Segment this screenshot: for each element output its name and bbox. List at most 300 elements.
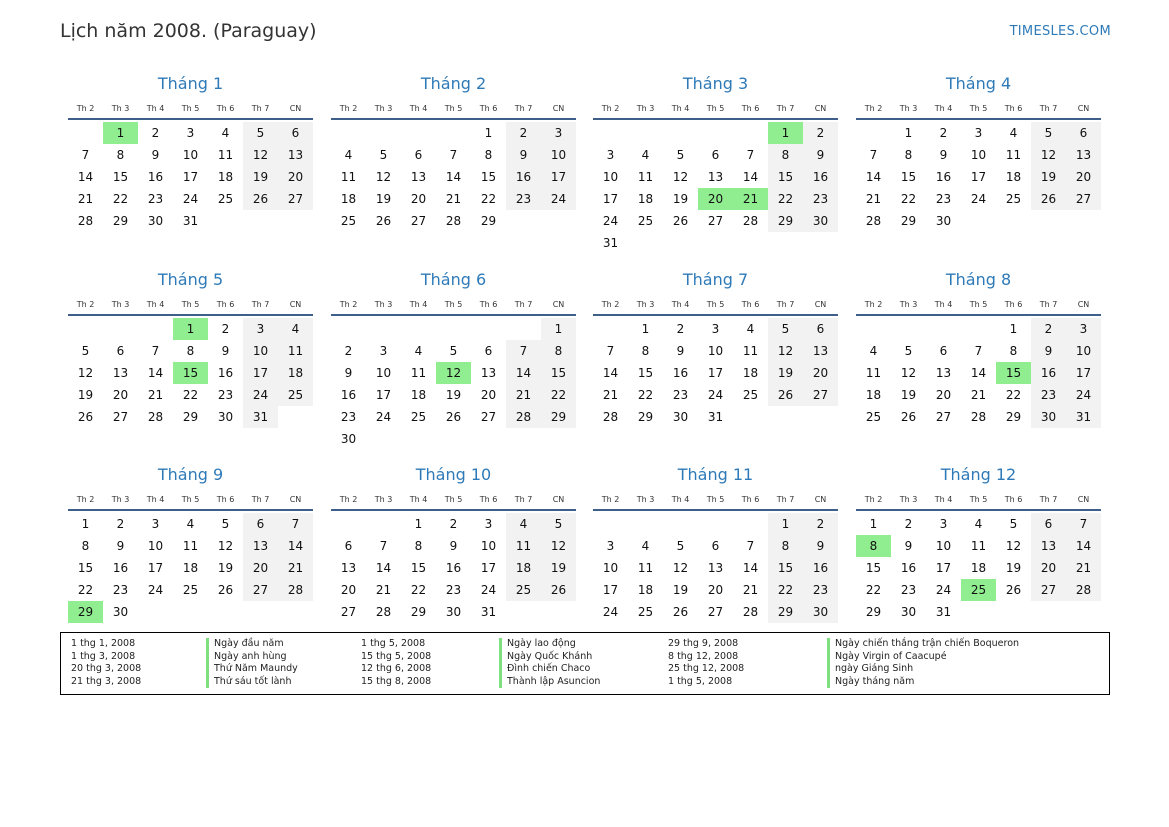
legend-holiday-name: Ngày anh hùng [214, 650, 287, 662]
day-cell: 17 [375, 388, 392, 402]
weekday-label: Th 6 [1004, 300, 1023, 309]
day-cell: 20 [1031, 557, 1066, 579]
day-cell: 13 [410, 170, 427, 184]
day-cell: 11 [637, 561, 654, 575]
month-block [593, 72, 838, 254]
weekday-label: Th 4 [934, 300, 953, 309]
holiday-day-cell: 1 [768, 122, 803, 144]
day-cell: 24 [541, 188, 576, 210]
weekday-header [856, 100, 1101, 120]
weekday-label: Th 3 [636, 495, 655, 504]
day-cell: 28 [742, 605, 759, 619]
day-grid [68, 122, 313, 232]
day-cell: 12 [375, 170, 392, 184]
weekday-label: Th 6 [479, 495, 498, 504]
empty-day-cell [663, 513, 698, 535]
empty-day-cell [331, 122, 366, 144]
day-cell: 7 [606, 344, 615, 358]
day-cell: 23 [935, 192, 952, 206]
day-cell: 26 [768, 384, 803, 406]
legend-holiday-name: Ngày đầu năm [214, 638, 284, 649]
day-cell: 2 [151, 126, 160, 140]
legend-date: 20 thg 3, 2008 [71, 663, 142, 674]
empty-day-cell [856, 122, 891, 144]
brand-logo-text[interactable]: TIMESLES.COM [1009, 24, 1111, 39]
day-cell: 24 [602, 605, 619, 619]
day-cell: 11 [742, 344, 759, 358]
day-cell: 24 [1066, 384, 1101, 406]
empty-day-cell [331, 513, 366, 535]
day-cell: 20 [278, 166, 313, 188]
month-title: Tháng 10 [415, 465, 492, 484]
day-cell: 10 [1066, 340, 1101, 362]
day-cell: 19 [672, 583, 689, 597]
day-cell: 19 [768, 362, 803, 384]
day-cell: 5 [676, 539, 685, 553]
empty-day-cell [891, 318, 926, 340]
day-cell: 18 [865, 388, 882, 402]
month-title: Tháng 8 [945, 270, 1012, 289]
empty-day-cell [593, 122, 628, 144]
day-cell: 24 [707, 388, 724, 402]
day-cell: 29 [112, 214, 129, 228]
day-cell: 4 [344, 148, 353, 162]
day-cell: 25 [278, 384, 313, 406]
legend-name-column [206, 638, 298, 688]
weekday-label: Th 4 [146, 300, 165, 309]
day-cell: 27 [112, 410, 129, 424]
weekday-label: CN [289, 300, 302, 309]
day-cell: 8 [904, 148, 913, 162]
weekday-label: CN [1077, 104, 1090, 113]
weekday-label: Th 7 [251, 300, 270, 309]
day-cell: 7 [278, 513, 313, 535]
day-cell: 25 [410, 410, 427, 424]
day-cell: 12 [243, 144, 278, 166]
day-cell: 8 [641, 344, 650, 358]
day-cell: 8 [541, 340, 576, 362]
day-cell: 2 [449, 517, 458, 531]
holiday-day-cell: 21 [733, 188, 768, 210]
empty-day-cell [436, 318, 471, 340]
day-cell: 2 [939, 126, 948, 140]
day-cell: 20 [707, 583, 724, 597]
day-cell: 3 [939, 517, 948, 531]
empty-day-cell [628, 122, 663, 144]
day-cell: 23 [900, 583, 917, 597]
day-cell: 19 [672, 192, 689, 206]
day-cell: 30 [672, 410, 689, 424]
weekday-header [331, 100, 576, 120]
weekday-header [593, 100, 838, 120]
legend-holiday-name: Ngày lao động [507, 638, 576, 649]
day-cell: 27 [410, 214, 427, 228]
day-cell: 4 [641, 539, 650, 553]
day-cell: 4 [506, 513, 541, 535]
legend-date-column [71, 638, 141, 688]
day-grid [856, 122, 1101, 232]
day-cell: 10 [707, 344, 724, 358]
weekday-label: Th 3 [111, 104, 130, 113]
day-cell: 5 [768, 318, 803, 340]
weekday-label: Th 2 [339, 495, 358, 504]
day-cell: 22 [112, 192, 129, 206]
day-cell: 8 [768, 535, 803, 557]
day-cell: 31 [1066, 406, 1101, 428]
empty-day-cell [698, 122, 733, 144]
day-cell: 9 [1031, 340, 1066, 362]
weekday-header [68, 296, 313, 316]
day-cell: 31 [182, 214, 199, 228]
day-cell: 24 [970, 192, 987, 206]
day-cell: 26 [1005, 583, 1022, 597]
day-cell: 30 [1031, 406, 1066, 428]
weekday-label: Th 4 [409, 495, 428, 504]
day-cell: 17 [602, 192, 619, 206]
legend-date: 25 thg 12, 2008 [668, 663, 745, 674]
day-cell: 22 [182, 388, 199, 402]
day-cell: 4 [278, 318, 313, 340]
empty-day-cell [68, 318, 103, 340]
day-cell: 27 [803, 384, 838, 406]
day-cell: 7 [151, 344, 160, 358]
day-cell: 9 [221, 344, 230, 358]
day-cell: 7 [746, 148, 755, 162]
legend-date: 15 thg 8, 2008 [361, 675, 432, 687]
day-cell: 1 [484, 126, 493, 140]
weekday-label: CN [552, 495, 565, 504]
day-cell: 28 [445, 214, 462, 228]
day-cell: 21 [602, 388, 619, 402]
weekday-label: Th 3 [636, 300, 655, 309]
day-cell: 27 [707, 605, 724, 619]
day-cell: 22 [865, 583, 882, 597]
weekday-label: CN [814, 104, 827, 113]
day-cell: 17 [707, 366, 724, 380]
day-cell: 4 [414, 344, 423, 358]
day-cell: 10 [970, 148, 987, 162]
day-cell: 19 [900, 388, 917, 402]
day-cell: 6 [1066, 122, 1101, 144]
day-cell: 23 [506, 188, 541, 210]
weekday-label: Th 6 [216, 495, 235, 504]
day-cell: 13 [1031, 535, 1066, 557]
day-cell: 23 [112, 583, 129, 597]
day-cell: 7 [506, 340, 541, 362]
weekday-label: Th 5 [444, 104, 463, 113]
day-cell: 8 [414, 539, 423, 553]
month-block [331, 463, 576, 623]
weekday-label: Th 6 [741, 495, 760, 504]
day-cell: 2 [221, 322, 230, 336]
day-cell: 17 [480, 561, 497, 575]
day-cell: 16 [445, 561, 462, 575]
weekday-label: Th 2 [339, 300, 358, 309]
day-cell: 21 [742, 583, 759, 597]
day-cell: 21 [147, 388, 164, 402]
weekday-label: Th 3 [899, 104, 918, 113]
day-cell: 5 [904, 344, 913, 358]
weekday-label: Th 7 [514, 104, 533, 113]
empty-day-cell [663, 122, 698, 144]
weekday-label: Th 2 [864, 104, 883, 113]
day-cell: 24 [182, 192, 199, 206]
weekday-label: Th 3 [111, 300, 130, 309]
day-cell: 11 [506, 535, 541, 557]
month-title: Tháng 1 [157, 74, 224, 93]
empty-day-cell [961, 318, 996, 340]
day-cell: 20 [480, 388, 497, 402]
day-cell: 29 [637, 410, 654, 424]
day-cell: 17 [541, 166, 576, 188]
day-cell: 22 [637, 388, 654, 402]
day-cell: 18 [182, 561, 199, 575]
holiday-day-cell: 29 [68, 601, 103, 623]
day-cell: 12 [672, 170, 689, 184]
day-cell: 17 [243, 362, 278, 384]
day-cell: 14 [1066, 535, 1101, 557]
weekday-label: Th 2 [864, 495, 883, 504]
weekday-label: Th 7 [776, 495, 795, 504]
day-cell: 25 [340, 214, 357, 228]
day-cell: 10 [935, 539, 952, 553]
day-cell: 1 [641, 322, 650, 336]
day-cell: 2 [676, 322, 685, 336]
day-grid [68, 513, 313, 623]
weekday-label: Th 7 [776, 300, 795, 309]
day-cell: 15 [768, 166, 803, 188]
month-block [856, 268, 1101, 428]
day-cell: 21 [970, 388, 987, 402]
legend-date: 1 thg 5, 2008 [361, 638, 426, 649]
weekday-label: Th 3 [899, 495, 918, 504]
day-cell: 17 [970, 170, 987, 184]
day-cell: 8 [81, 539, 90, 553]
day-cell: 22 [541, 384, 576, 406]
weekday-header [856, 491, 1101, 511]
day-cell: 27 [278, 188, 313, 210]
day-cell: 13 [340, 561, 357, 575]
day-cell: 1 [768, 513, 803, 535]
weekday-header [593, 491, 838, 511]
weekday-header [331, 296, 576, 316]
month-title: Tháng 6 [420, 270, 487, 289]
legend-date: 21 thg 3, 2008 [71, 675, 142, 687]
day-cell: 22 [900, 192, 917, 206]
day-cell: 29 [768, 210, 803, 232]
day-cell: 8 [768, 144, 803, 166]
day-cell: 3 [606, 539, 615, 553]
weekday-header [68, 100, 313, 120]
day-cell: 3 [151, 517, 160, 531]
day-cell: 15 [768, 557, 803, 579]
day-cell: 27 [935, 410, 952, 424]
day-cell: 30 [803, 210, 838, 232]
day-cell: 21 [1066, 557, 1101, 579]
weekday-label: Th 4 [146, 495, 165, 504]
day-cell: 28 [375, 605, 392, 619]
day-cell: 1 [81, 517, 90, 531]
day-cell: 26 [243, 188, 278, 210]
day-cell: 10 [243, 340, 278, 362]
calendar-grid [68, 72, 1101, 619]
weekday-label: Th 6 [741, 104, 760, 113]
day-cell: 17 [602, 583, 619, 597]
day-cell: 5 [676, 148, 685, 162]
legend-name-column [827, 638, 1019, 688]
day-cell: 30 [445, 605, 462, 619]
day-cell: 12 [900, 366, 917, 380]
day-cell: 17 [1066, 362, 1101, 384]
day-cell: 11 [637, 170, 654, 184]
day-cell: 7 [746, 539, 755, 553]
day-cell: 18 [970, 561, 987, 575]
day-cell: 13 [803, 340, 838, 362]
day-cell: 28 [742, 214, 759, 228]
day-cell: 29 [768, 601, 803, 623]
day-cell: 22 [480, 192, 497, 206]
day-cell: 9 [904, 539, 913, 553]
weekday-label: Th 6 [741, 300, 760, 309]
day-grid [593, 318, 838, 428]
day-cell: 13 [935, 366, 952, 380]
month-title: Tháng 11 [677, 465, 754, 484]
day-cell: 29 [865, 605, 882, 619]
weekday-label: Th 4 [934, 495, 953, 504]
month-block [331, 72, 576, 232]
day-cell: 9 [506, 144, 541, 166]
day-cell: 4 [974, 517, 983, 531]
day-cell: 28 [1066, 579, 1101, 601]
day-cell: 29 [900, 214, 917, 228]
day-cell: 21 [445, 192, 462, 206]
weekday-label: Th 4 [409, 104, 428, 113]
weekday-header [856, 296, 1101, 316]
month-title: Tháng 9 [157, 465, 224, 484]
day-cell: 22 [77, 583, 94, 597]
weekday-label: Th 2 [76, 300, 95, 309]
empty-day-cell [366, 513, 401, 535]
holiday-day-cell: 8 [856, 535, 891, 557]
legend-name-column [499, 638, 600, 688]
day-cell: 8 [186, 344, 195, 358]
day-cell: 9 [116, 539, 125, 553]
legend-date: 8 thg 12, 2008 [668, 650, 739, 662]
day-cell: 10 [480, 539, 497, 553]
empty-day-cell [103, 318, 138, 340]
day-cell: 27 [340, 605, 357, 619]
day-cell: 22 [1005, 388, 1022, 402]
day-cell: 19 [243, 166, 278, 188]
day-cell: 14 [602, 366, 619, 380]
weekday-label: Th 2 [601, 104, 620, 113]
day-cell: 6 [414, 148, 423, 162]
day-cell: 25 [637, 214, 654, 228]
day-cell: 4 [186, 517, 195, 531]
day-cell: 6 [803, 318, 838, 340]
day-cell: 21 [865, 192, 882, 206]
day-cell: 13 [480, 366, 497, 380]
day-cell: 26 [900, 410, 917, 424]
day-cell: 26 [77, 410, 94, 424]
day-cell: 9 [676, 344, 685, 358]
month-block [593, 268, 838, 428]
empty-day-cell [401, 122, 436, 144]
weekday-label: Th 6 [216, 104, 235, 113]
day-grid [856, 318, 1101, 428]
holiday-day-cell: 15 [173, 362, 208, 384]
day-cell: 2 [803, 122, 838, 144]
holiday-legend [60, 632, 1110, 695]
weekday-label: CN [814, 300, 827, 309]
weekday-label: Th 5 [181, 495, 200, 504]
day-cell: 15 [410, 561, 427, 575]
day-cell: 15 [637, 366, 654, 380]
day-cell: 25 [865, 410, 882, 424]
month-title: Tháng 5 [157, 270, 224, 289]
empty-day-cell [628, 513, 663, 535]
day-cell: 25 [217, 192, 234, 206]
day-cell: 1 [904, 126, 913, 140]
day-cell: 22 [768, 188, 803, 210]
month-title: Tháng 7 [682, 270, 749, 289]
day-cell: 18 [1005, 170, 1022, 184]
weekday-label: Th 5 [969, 104, 988, 113]
weekday-label: Th 7 [251, 495, 270, 504]
day-cell: 20 [410, 192, 427, 206]
day-cell: 7 [81, 148, 90, 162]
day-cell: 6 [278, 122, 313, 144]
day-cell: 14 [506, 362, 541, 384]
day-cell: 19 [541, 557, 576, 579]
day-grid [856, 513, 1101, 623]
empty-day-cell [856, 318, 891, 340]
day-cell: 13 [278, 144, 313, 166]
holiday-day-cell: 15 [996, 362, 1031, 384]
day-cell: 6 [243, 513, 278, 535]
day-cell: 30 [217, 410, 234, 424]
legend-date-column [668, 638, 744, 688]
day-cell: 23 [1031, 384, 1066, 406]
day-cell: 16 [1031, 362, 1066, 384]
weekday-label: Th 5 [969, 300, 988, 309]
weekday-label: Th 4 [146, 104, 165, 113]
day-cell: 5 [1009, 517, 1018, 531]
day-cell: 26 [541, 579, 576, 601]
day-cell: 28 [970, 410, 987, 424]
legend-holiday-name: ngày Giáng Sinh [835, 663, 914, 674]
day-cell: 6 [116, 344, 125, 358]
day-cell: 9 [344, 366, 353, 380]
weekday-label: Th 6 [1004, 104, 1023, 113]
weekday-label: Th 3 [111, 495, 130, 504]
day-cell: 1 [541, 318, 576, 340]
legend-holiday-name: Ngày tháng năm [835, 675, 915, 687]
weekday-label: Th 3 [899, 300, 918, 309]
day-cell: 19 [1005, 561, 1022, 575]
day-cell: 16 [340, 388, 357, 402]
day-cell: 8 [484, 148, 493, 162]
day-cell: 1 [1009, 322, 1018, 336]
day-cell: 4 [1009, 126, 1018, 140]
day-cell: 4 [869, 344, 878, 358]
weekday-label: Th 2 [339, 104, 358, 113]
day-cell: 21 [77, 192, 94, 206]
weekday-label: CN [552, 300, 565, 309]
day-cell: 19 [445, 388, 462, 402]
day-cell: 5 [81, 344, 90, 358]
day-cell: 18 [410, 388, 427, 402]
